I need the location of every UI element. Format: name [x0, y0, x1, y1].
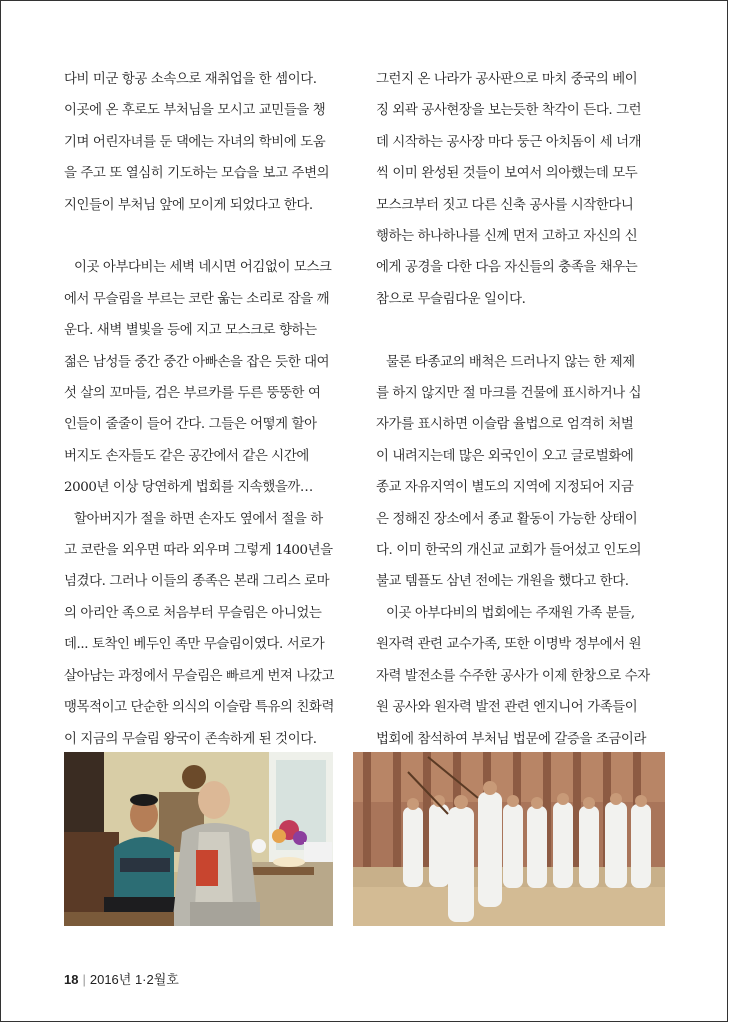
text-line: 에게 공경을 다한 다음 자신들의 충족을 채우는: [376, 260, 638, 276]
left-column: [64, 64, 354, 849]
text-line: 의 아리안 족으로 처음부터 무슬림은 아니었는: [64, 605, 322, 621]
text-line: 맹목적이고 단순한 의식의 이슬람 특유의 친화력: [64, 700, 334, 716]
text-line: 버지도 손자들도 같은 공간에서 같은 시간에: [64, 448, 309, 464]
text-line: 지인들이 부처님 앞에 모이게 되었다고 한다.: [64, 197, 313, 213]
text-line: 살아남는 과정에서 무슬림은 빠르게 번져 나갔고: [64, 668, 334, 684]
text-line: 에서 무슬림을 부르는 코란 욺는 소리로 잠을 깨: [64, 291, 330, 307]
text-line: 이곳에 온 후로도 부처님을 모시고 교민들을 챙: [64, 103, 326, 119]
text-line: 이곳 아부다비는 세벽 네시면 어김없이 모스크: [74, 260, 332, 276]
text-line: 불교 템플도 삼년 전에는 개원을 했다고 한다.: [376, 574, 629, 590]
text-line: 섯 살의 꼬마들, 검은 부르카를 두른 뚱뚱한 여: [64, 386, 321, 402]
text-line: 고 코란을 외우면 따라 외우며 그렇게 1400년을: [64, 543, 333, 559]
right-column: [376, 64, 666, 849]
text-line: 원 공사와 원자력 발전 관련 엔지니어 가족들이: [376, 700, 638, 716]
text-line: 징 외곽 공사현장을 보는듯한 착각이 든다. 그런: [376, 103, 642, 119]
paragraph: [64, 64, 354, 221]
issue-label: 2016년 1·2월호: [89, 972, 179, 987]
text-line: 기며 어린자녀를 둔 댁에는 자녀의 학비에 도움: [64, 134, 326, 150]
photo-monk-and-visitor: [64, 752, 333, 926]
text-line: 운다. 새벽 별빛을 등에 지고 모스크로 향하는: [64, 323, 317, 339]
text-line: 이곳 아부다비의 법회에는 주재원 가족 분들,: [386, 605, 635, 621]
text-line: 행하는 하나하나를 신께 먼저 고하고 자신의 신: [376, 229, 638, 245]
text-line: 인들이 줄줄이 들어 간다. 그들은 어떻게 할아: [64, 417, 317, 433]
text-line: 종교 자유지역이 별도의 지역에 지정되어 지금: [376, 480, 634, 496]
text-line: 데 시작하는 공사장 마다 둥근 아치돔이 세 너개: [376, 134, 642, 150]
photo-emirati-dance: [353, 752, 665, 926]
text-line: 다. 이미 한국의 개신교 교회가 들어섰고 인도의: [376, 543, 642, 559]
text-line: 이 지금의 무슬림 왕국이 존속하게 된 것이다.: [64, 731, 317, 747]
text-line: 데... 토착인 베두인 족만 무슬림이였다. 서로가: [64, 637, 325, 653]
text-line: 할아버지가 절을 하면 손자도 옆에서 절을 하: [74, 511, 323, 527]
text-line: 넘겼다. 그러나 이들의 종족은 본래 그리스 로마: [64, 574, 330, 590]
text-line: 이 내려지는데 많은 외국인이 오고 글로벌화에: [376, 448, 634, 464]
text-line: 를 하지 않지만 절 마크를 건물에 표시하거나 십: [376, 386, 642, 402]
text-line: 2000년 이상 당연하게 법회를 지속했을까…: [64, 480, 313, 496]
paragraph: [64, 252, 354, 755]
footer-divider: |: [82, 972, 86, 987]
text-line: 물론 타종교의 배척은 드러나지 않는 한 제제: [386, 354, 635, 370]
text-line: 모스크부터 짓고 다른 신축 공사를 시작한다니: [376, 197, 634, 213]
page-number: 18: [64, 972, 79, 987]
text-line: 을 주고 또 열심히 기도하는 모습을 보고 주변의: [64, 166, 330, 182]
text-line: 자가를 표시하면 이슬람 율법으로 엄격히 처벌: [376, 417, 634, 433]
text-line: 자력 발전소를 수주한 공사가 이제 한창으로 수자: [376, 668, 650, 684]
text-line: 젊은 남성들 중간 중간 아빠손을 잡은 듯한 대여: [64, 354, 330, 370]
text-line: 그런지 온 나라가 공사판으로 마치 중국의 베이: [376, 72, 638, 87]
page-footer: [64, 969, 179, 988]
text-line: 다비 미군 항공 소속으로 재취업을 한 셈이다.: [64, 72, 317, 87]
text-line: 원자력 관련 교수가족, 또한 이명박 정부에서 원: [376, 637, 642, 653]
text-line: 은 정해진 장소에서 종교 활동이 가능한 상태이: [376, 511, 638, 527]
text-line: 참으로 무슬림다운 일이다.: [376, 291, 526, 307]
text-line: 법회에 참석하여 부처님 법문에 갈증을 조금이라: [376, 731, 646, 747]
paragraph: [376, 64, 666, 315]
text-line: 씩 이미 완성된 것들이 보여서 의아했는데 모두: [376, 166, 638, 182]
